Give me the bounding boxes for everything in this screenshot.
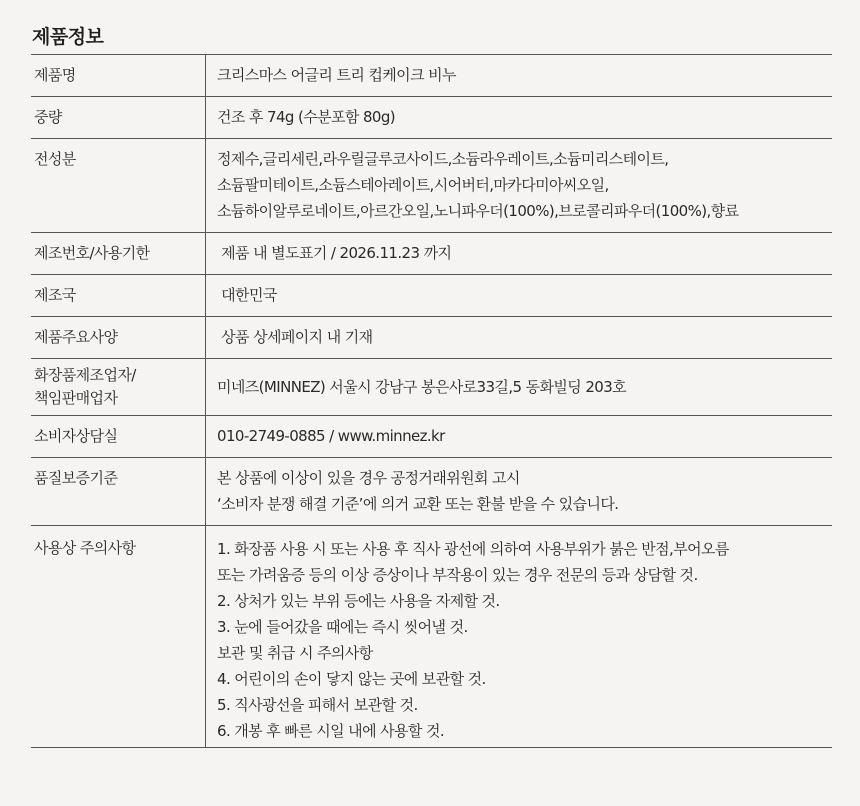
- row-label: 제품명: [31, 55, 206, 97]
- row-value: 제품 내 별도표기 / 2026.11.23 까지: [206, 233, 833, 275]
- row-label: 제조번호/사용기한: [31, 233, 206, 275]
- table-row-product-name: [31, 55, 832, 97]
- row-value: 크리스마스 어글리 트리 컵케이크 비누: [206, 55, 833, 97]
- row-label: 제조국: [31, 275, 206, 317]
- row-value: 상품 상세페이지 내 기재: [206, 317, 833, 359]
- row-value: 1. 화장품 사용 시 또는 사용 후 직사 광선에 의하여 사용부위가 붉은 반점,부어오름 또는 가려움증 등의 이상 증상이나 부작용이 있는 경우 전문의 등과 상담할 것. 2. 상처가 있는 부위 등에는 사용을 자제할 것. 3. 눈에 들어갔을 때에는 즉시 씻어낼 것. 보관 및 취급 시 주의사항 4. 어린이의 손이 닿지 않는 곳에 보관할 것. 5. 직사광선을 피해서 보관할 것. 6. 개봉 후 빠른 시일 내에 사용할 것.: [206, 526, 833, 748]
- table-row-spec: [31, 317, 832, 359]
- table-row-ingredients: [31, 139, 832, 233]
- table-row-weight: [31, 97, 832, 139]
- table-row-precautions: [31, 526, 832, 748]
- table-row-country: [31, 275, 832, 317]
- row-label: 품질보증기준: [31, 458, 206, 526]
- row-label: 사용상 주의사항: [31, 526, 206, 748]
- table-row-lot-expiry: [31, 233, 832, 275]
- row-value: 대한민국: [206, 275, 833, 317]
- row-value: 미네즈(MINNEZ) 서울시 강남구 봉은사로33길,5 동화빌딩 203호: [206, 359, 833, 416]
- row-value: 본 상품에 이상이 있을 경우 공정거래위원회 고시 ‘소비자 분쟁 해결 기준’에 의거 교환 또는 환불 받을 수 있습니다.: [206, 458, 833, 526]
- row-value: 정제수,글리세린,라우릴글루코사이드,소듐라우레이트,소듐미리스테이트, 소듐팔미테이트,소듐스테아레이트,시어버터,마카다미아씨오일, 소듐하이알루로네이트,아르간오일,노니파우더(100%),브로콜리파우더(100%),향료: [206, 139, 833, 233]
- row-label: 제품주요사양: [31, 317, 206, 359]
- row-value: 건조 후 74g (수분포함 80g): [206, 97, 833, 139]
- row-value: 010-2749-0885 / www.minnez.kr: [206, 416, 833, 458]
- table-row-manufacturer: [31, 359, 832, 416]
- row-label: 화장품제조업자/ 책임판매업자: [31, 359, 206, 416]
- row-label: 전성분: [31, 139, 206, 233]
- product-info-table: [31, 54, 832, 748]
- row-label: 중량: [31, 97, 206, 139]
- table-row-quality-guarantee: [31, 458, 832, 526]
- row-label: 소비자상담실: [31, 416, 206, 458]
- section-title: 제품정보: [32, 26, 104, 48]
- table-row-customer-service: [31, 416, 832, 458]
